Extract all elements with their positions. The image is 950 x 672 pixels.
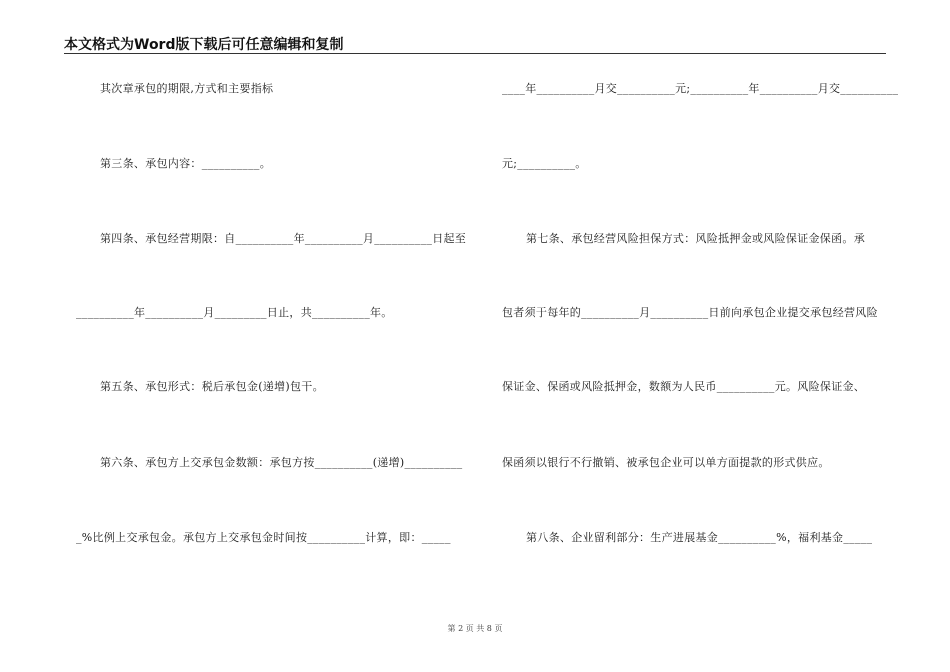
article-3-line: 第三条、承包内容：__________。 xyxy=(100,157,271,170)
payment-schedule-line-1: ____年__________月交__________元;__________年__________月交__________ xyxy=(502,82,899,95)
article-6-line-1: 第六条、承包方上交承包金数额：承包方按__________(递增)__________ xyxy=(100,456,463,469)
article-7-line-2: 包者须于每年的__________月__________日前向承包企业提交承包经营风险 xyxy=(502,306,878,319)
header-divider xyxy=(64,53,886,54)
article-4-line-1: 第四条、承包经营期限：自__________年__________月__________日起至 xyxy=(100,232,467,245)
article-8-line-1: 第八条、企业留利部分：生产进展基金__________%，福利基金_____ xyxy=(526,531,873,544)
document-header-title: 本文格式为Word版下载后可任意编辑和复制 xyxy=(64,37,344,53)
page-number-footer: 第 2 页 共 8 页 xyxy=(447,624,503,633)
article-7-line-1: 第七条、承包经营风险担保方式：风险抵押金或风险保证金保函。承 xyxy=(526,232,865,245)
article-5-line: 第五条、承包形式：税后承包金(递增)包干。 xyxy=(100,380,324,393)
article-7-line-3: 保证金、保函或风险抵押金，数额为人民币__________元。风险保证金、 xyxy=(502,380,866,393)
chapter-heading: 其次章承包的期限,方式和主要指标 xyxy=(100,82,274,95)
payment-schedule-line-2: 元;__________。 xyxy=(502,157,587,170)
article-7-line-4: 保函须以银行不行撤销、被承包企业可以单方面提款的形式供应。 xyxy=(502,456,830,469)
article-4-line-2: __________年__________月_________日止，共__________年。 xyxy=(76,306,393,319)
article-6-line-2: _%比例上交承包金。承包方上交承包金时间按__________计算，即：_____ xyxy=(76,531,451,544)
